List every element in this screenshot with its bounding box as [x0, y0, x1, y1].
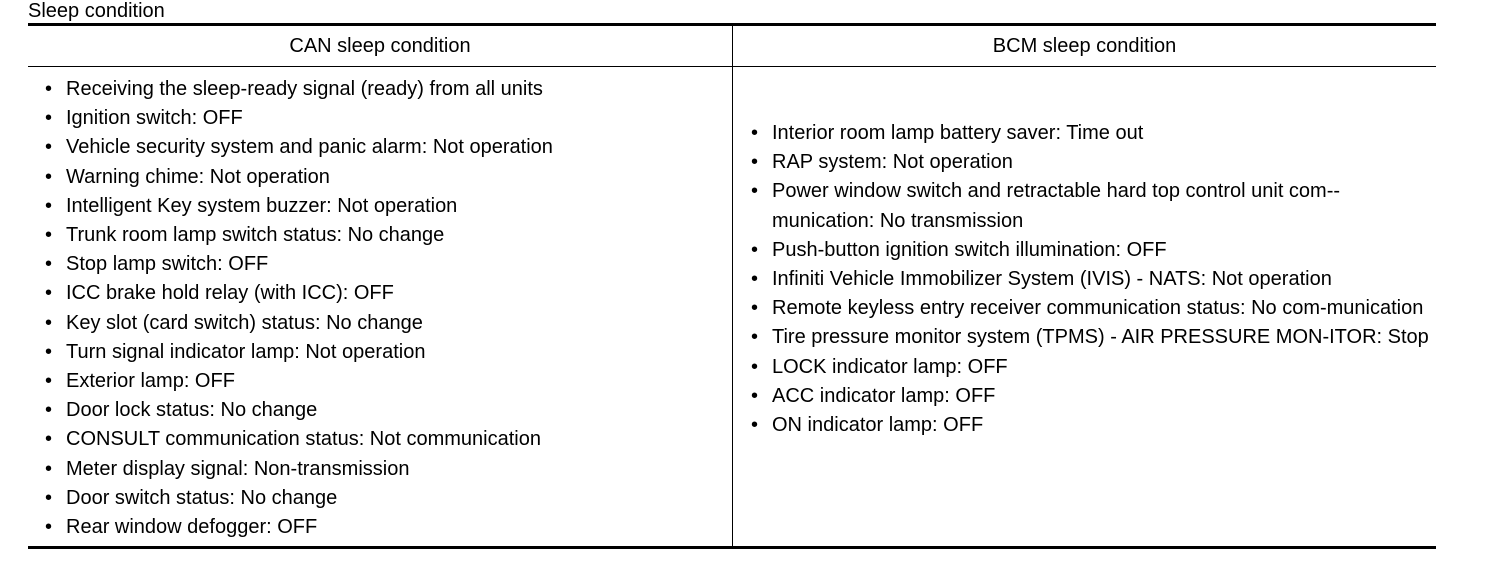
can-condition-item-text: Meter display signal: Non-transmission: [66, 457, 410, 480]
bullet-icon: •: [45, 311, 53, 334]
bullet-icon: •: [751, 238, 759, 261]
can-condition-item: [28, 513, 728, 542]
bcm-condition-item-text: Infiniti Vehicle Immobilizer System (IVIS) - NATS: Not operation: [772, 268, 1332, 291]
bcm-condition-item-text: Interior room lamp battery saver: Time out: [772, 122, 1144, 144]
can-condition-item-text: Intelligent Key system buzzer: Not operation: [66, 194, 458, 217]
can-condition-item: [28, 455, 728, 484]
bcm-condition-item-text: ACC indicator lamp: OFF: [772, 384, 996, 407]
can-condition-item: [28, 221, 728, 250]
bcm-condition-item: [734, 382, 1434, 411]
can-condition-item-text: Stop lamp switch: OFF: [66, 253, 269, 276]
table-caption: Sleep condition: [28, 0, 165, 22]
bcm-condition-item: [734, 411, 1434, 440]
bcm-sleep-condition-list: [734, 119, 1434, 440]
header-can-sleep-condition: CAN sleep condition: [289, 35, 471, 57]
sleep-condition-table: [28, 23, 1436, 549]
bullet-icon: •: [45, 107, 53, 130]
can-condition-item-text: Ignition switch: OFF: [66, 107, 243, 130]
can-condition-item-text: Rear window defogger: OFF: [66, 516, 318, 539]
can-condition-item-text: Trunk room lamp switch status: No change: [66, 224, 445, 247]
can-condition-item: [28, 367, 728, 396]
bullet-icon: •: [751, 297, 759, 320]
bcm-condition-item: [734, 294, 1434, 323]
bcm-condition-item-text: Remote keyless entry receiver communication status: No com-munication: [772, 297, 1424, 320]
bcm-condition-item-text: LOCK indicator lamp: OFF: [772, 355, 1008, 378]
bullet-icon: •: [45, 457, 53, 480]
can-condition-item: [28, 192, 728, 221]
bcm-condition-item-text: Push-button ignition switch illumination: OFF: [772, 238, 1167, 261]
bullet-icon: •: [751, 268, 759, 291]
bullet-icon: •: [45, 253, 53, 276]
can-condition-item: [28, 338, 728, 367]
can-condition-item-text: Key slot (card switch) status: No change: [66, 311, 423, 334]
bullet-icon: •: [45, 136, 53, 159]
can-condition-item: [28, 250, 728, 279]
bullet-icon: •: [45, 282, 53, 305]
bcm-condition-item: [734, 236, 1434, 265]
bcm-condition-item: [734, 353, 1434, 382]
can-condition-item-text: Door lock status: No change: [66, 399, 318, 422]
bcm-condition-item: [734, 265, 1434, 294]
bullet-icon: •: [751, 355, 759, 378]
can-condition-item-text: ICC brake hold relay (with ICC): OFF: [66, 282, 394, 305]
bcm-condition-item: [734, 323, 1434, 352]
can-condition-item-text: Turn signal indicator lamp: Not operation: [66, 340, 426, 363]
bullet-icon: •: [45, 486, 53, 509]
can-condition-item-text: Exterior lamp: OFF: [66, 370, 235, 393]
bullet-icon: •: [45, 340, 53, 363]
bullet-icon: •: [45, 165, 53, 188]
bullet-icon: •: [45, 194, 53, 217]
column-divider: [732, 26, 733, 546]
header-bcm-sleep-condition: BCM sleep condition: [992, 35, 1177, 57]
bcm-condition-item-text: Tire pressure monitor system (TPMS) - AIR PRESSURE MON-ITOR: Stop: [772, 326, 1429, 349]
bullet-icon: •: [751, 326, 759, 349]
bcm-condition-item: [734, 148, 1434, 177]
bullet-icon: •: [45, 78, 53, 100]
bullet-icon: •: [751, 414, 759, 437]
can-condition-item: [28, 104, 728, 133]
bullet-icon: •: [751, 122, 759, 144]
can-condition-item: [28, 133, 728, 162]
bullet-icon: •: [751, 384, 759, 407]
can-condition-item: [28, 75, 728, 104]
bcm-condition-item-text: Power window switch and retractable hard top control unit com-munication: No transmission: [772, 180, 1341, 232]
can-condition-item-text: Warning chime: Not operation: [66, 165, 330, 188]
bcm-condition-item: [734, 177, 1434, 235]
can-condition-item: [28, 309, 728, 338]
bcm-condition-item: [734, 119, 1434, 148]
can-sleep-condition-list: [28, 75, 728, 542]
bullet-icon: •: [45, 370, 53, 393]
bullet-icon: •: [45, 428, 53, 451]
can-condition-item: [28, 484, 728, 513]
can-condition-item: [28, 396, 728, 425]
bullet-icon: •: [45, 224, 53, 247]
bullet-icon: •: [45, 399, 53, 422]
can-condition-item-text: Door switch status: No change: [66, 486, 338, 509]
can-condition-item: [28, 163, 728, 192]
can-condition-item-text: Vehicle security system and panic alarm: Not operation: [66, 136, 553, 159]
bullet-icon: •: [751, 180, 759, 203]
bcm-condition-item-text: RAP system: Not operation: [772, 151, 1013, 174]
bcm-condition-item-text: ON indicator lamp: OFF: [772, 414, 984, 437]
bullet-icon: •: [751, 151, 759, 174]
can-condition-item-text: CONSULT communication status: Not communication: [66, 428, 541, 451]
bullet-icon: •: [45, 516, 53, 539]
can-condition-item-text: Receiving the sleep-ready signal (ready) from all units: [66, 78, 543, 100]
can-condition-item: [28, 425, 728, 454]
can-condition-item: [28, 279, 728, 308]
